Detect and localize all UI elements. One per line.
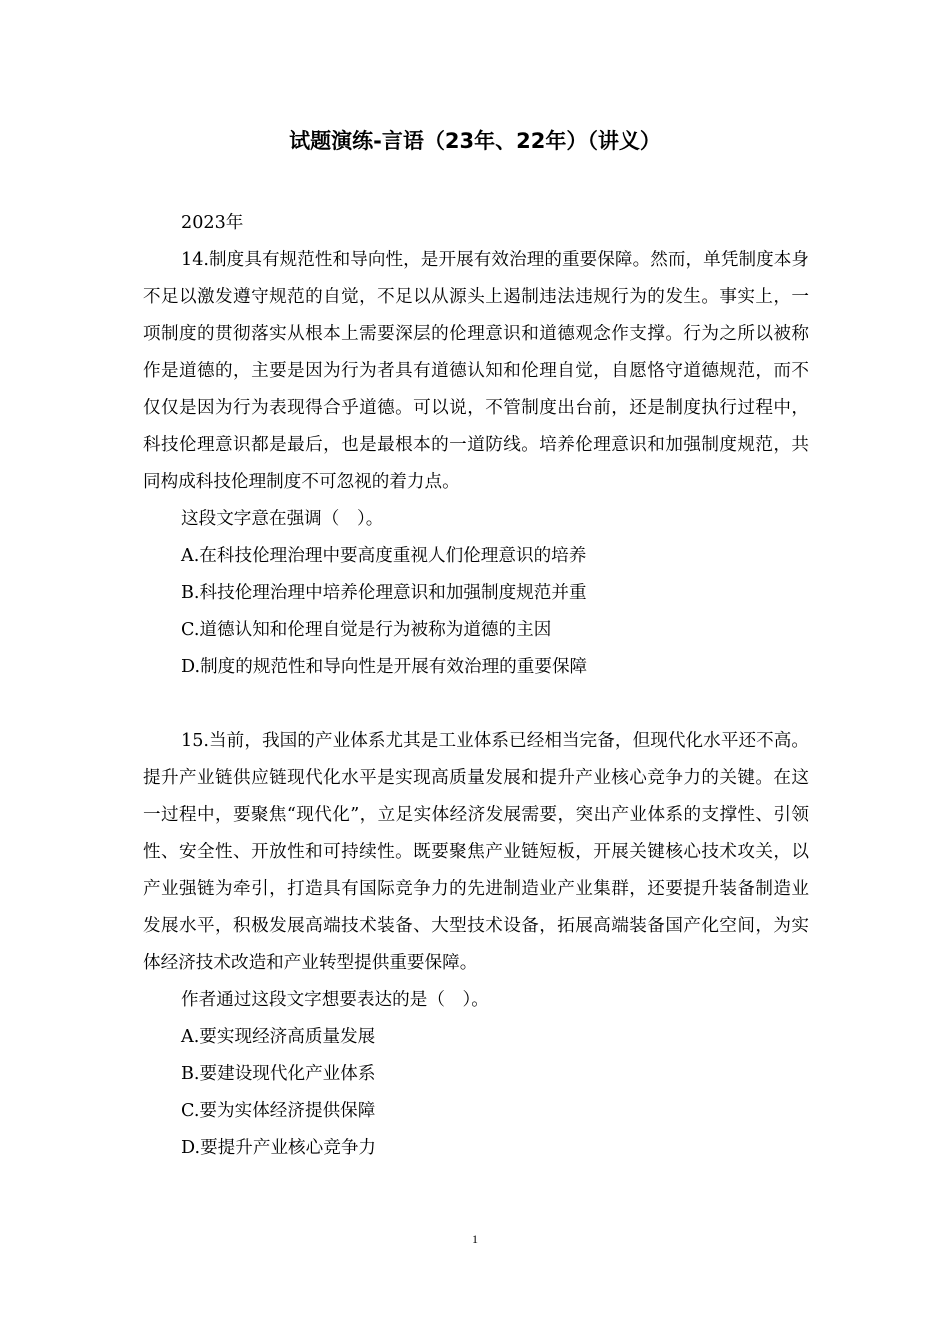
question-14-option-a: A.在科技伦理治理中要高度重视人们伦理意识的培养 [181, 546, 587, 566]
question-15-option-b: B.要建设现代化产业体系 [181, 1064, 376, 1084]
question-15-option-a: A.要实现经济高质量发展 [181, 1027, 376, 1047]
question-15-stem: 作者通过这段文字想要表达的是（ ）。 [181, 990, 489, 1010]
question-14-option-b: B.科技伦理治理中培养伦理意识和加强制度规范并重 [181, 583, 587, 603]
question-spacer [143, 686, 809, 723]
page-number: 1 [472, 1232, 478, 1246]
question-15-option-d: D.要提升产业核心竞争力 [181, 1138, 377, 1158]
page-title: 试题演练-言语（23年、22年）（讲义） [289, 129, 661, 153]
question-15-option-c: C.要为实体经济提供保障 [181, 1101, 376, 1121]
question-14-option-d: D.制度的规范性和导向性是开展有效治理的重要保障 [181, 657, 588, 677]
question-14-passage: 14.制度具有规范性和导向性，是开展有效治理的重要保障。然而，单凭制度本身不足以激发遵守规范的自觉，不足以从源头上遏制违法违规行为的发生。事实上，一项制度的贯彻落实从根本上需要深层的伦理意识和道德观念作支撑。行为之所以被称作是道德的，主要是因为行为者具有道德认知和伦理自觉，自愿恪守道德规范，而不仅仅是因为行为表现得合乎道德。可以说，不管制度出台前，还是制度执行过程中，科技伦理意识都是最后，也是最根本的一道防线。培养伦理意识和加强制度规范，共同构成科技伦理制度不可忽视的着力点。 [143, 250, 809, 492]
document-body [143, 205, 809, 1167]
question-15-passage: 15.当前，我国的产业体系尤其是工业体系已经相当完备，但现代化水平还不高。提升产业链供应链现代化水平是实现高质量发展和提升产业核心竞争力的关键。在这一过程中，要聚焦“现代化”，立足实体经济发展需要，突出产业体系的支撑性、引领性、安全性、开放性和可持续性。既要聚焦产业链短板，开展关键核心技术攻关，以产业强链为牵引，打造具有国际竞争力的先进制造业产业集群，还要提升装备制造业发展水平，积极发展高端技术装备、大型技术设备，拓展高端装备国产化空间，为实体经济技术改造和产业转型提供重要保障。 [143, 731, 809, 973]
question-14-option-c: C.道德认知和伦理自觉是行为被称为道德的主因 [181, 620, 552, 640]
question-14-stem: 这段文字意在强调（ ）。 [181, 509, 384, 529]
year-heading: 2023年 [181, 213, 244, 233]
